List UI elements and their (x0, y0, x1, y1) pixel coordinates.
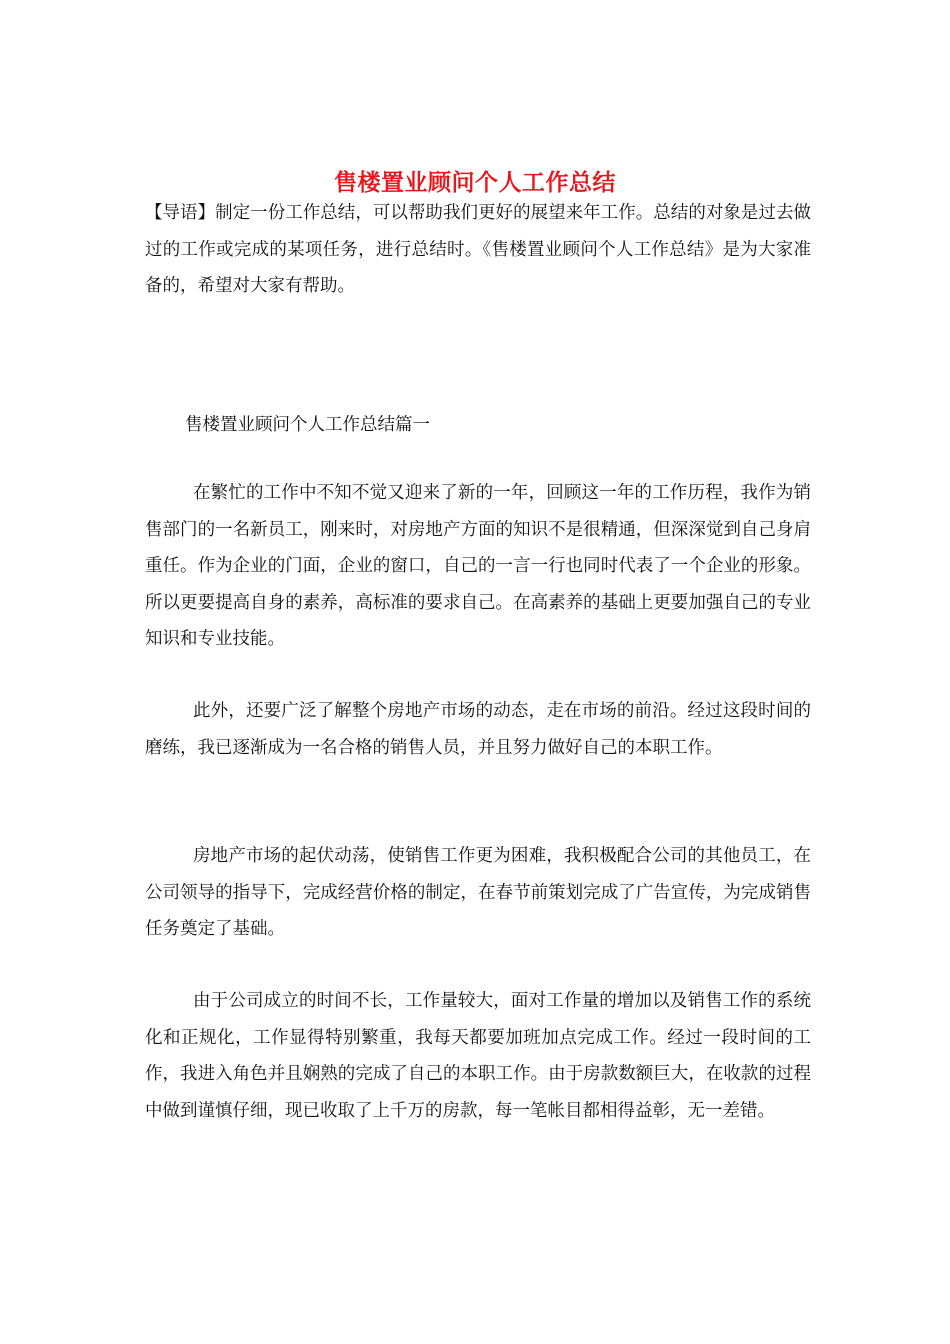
body-paragraph-2: 此外，还要广泛了解整个房地产市场的动态，走在市场的前沿。经过这段时间的磨练，我已逐渐成为一名合格的销售人员，并且努力做好自己的本职工作。 (145, 701, 811, 758)
body-paragraph-3: 房地产市场的起伏动荡，使销售工作更为困难，我积极配合公司的其他员工，在公司领导的指导下，完成经营价格的制定，在春节前策划完成了广告宣传，为完成销售任务奠定了基础。 (145, 846, 811, 939)
document-title: 售楼置业顾问个人工作总结 (334, 169, 616, 197)
body-paragraph-1: 在繁忙的工作中不知不觉又迎来了新的一年，回顾这一年的工作历程，我作为销售部门的一名新员工，刚来时，对房地产方面的知识不是很精通，但深深觉到自己身肩重任。作为企业的门面，企业的窗口，自己的一言一行也同时代表了一个企业的形象。所以更要提高自身的素养，高标准的要求自己。在高素养的基础上更要加强自己的专业知识和专业技能。 (145, 483, 811, 649)
section-heading: 售楼置业顾问个人工作总结篇一 (185, 415, 430, 435)
body-paragraph-4: 由于公司成立的时间不长，工作量较大，面对工作量的增加以及销售工作的系统化和正规化，工作显得特别繁重，我每天都要加班加点完成工作。经过一段时间的工作，我进入角色并且娴熟的完成了自己的本职工作。由于房款数额巨大，在收款的过程中做到谨慎仔细，现已收取了上千万的房款，每一笔帐目都相得益彰，无一差错。 (145, 991, 811, 1121)
intro-paragraph: 【导语】制定一份工作总结，可以帮助我们更好的展望来年工作。总结的对象是过去做过的工作或完成的某项任务，进行总结时。《售楼置业顾问个人工作总结》是为大家准备的，希望对大家有帮助。 (145, 203, 811, 296)
